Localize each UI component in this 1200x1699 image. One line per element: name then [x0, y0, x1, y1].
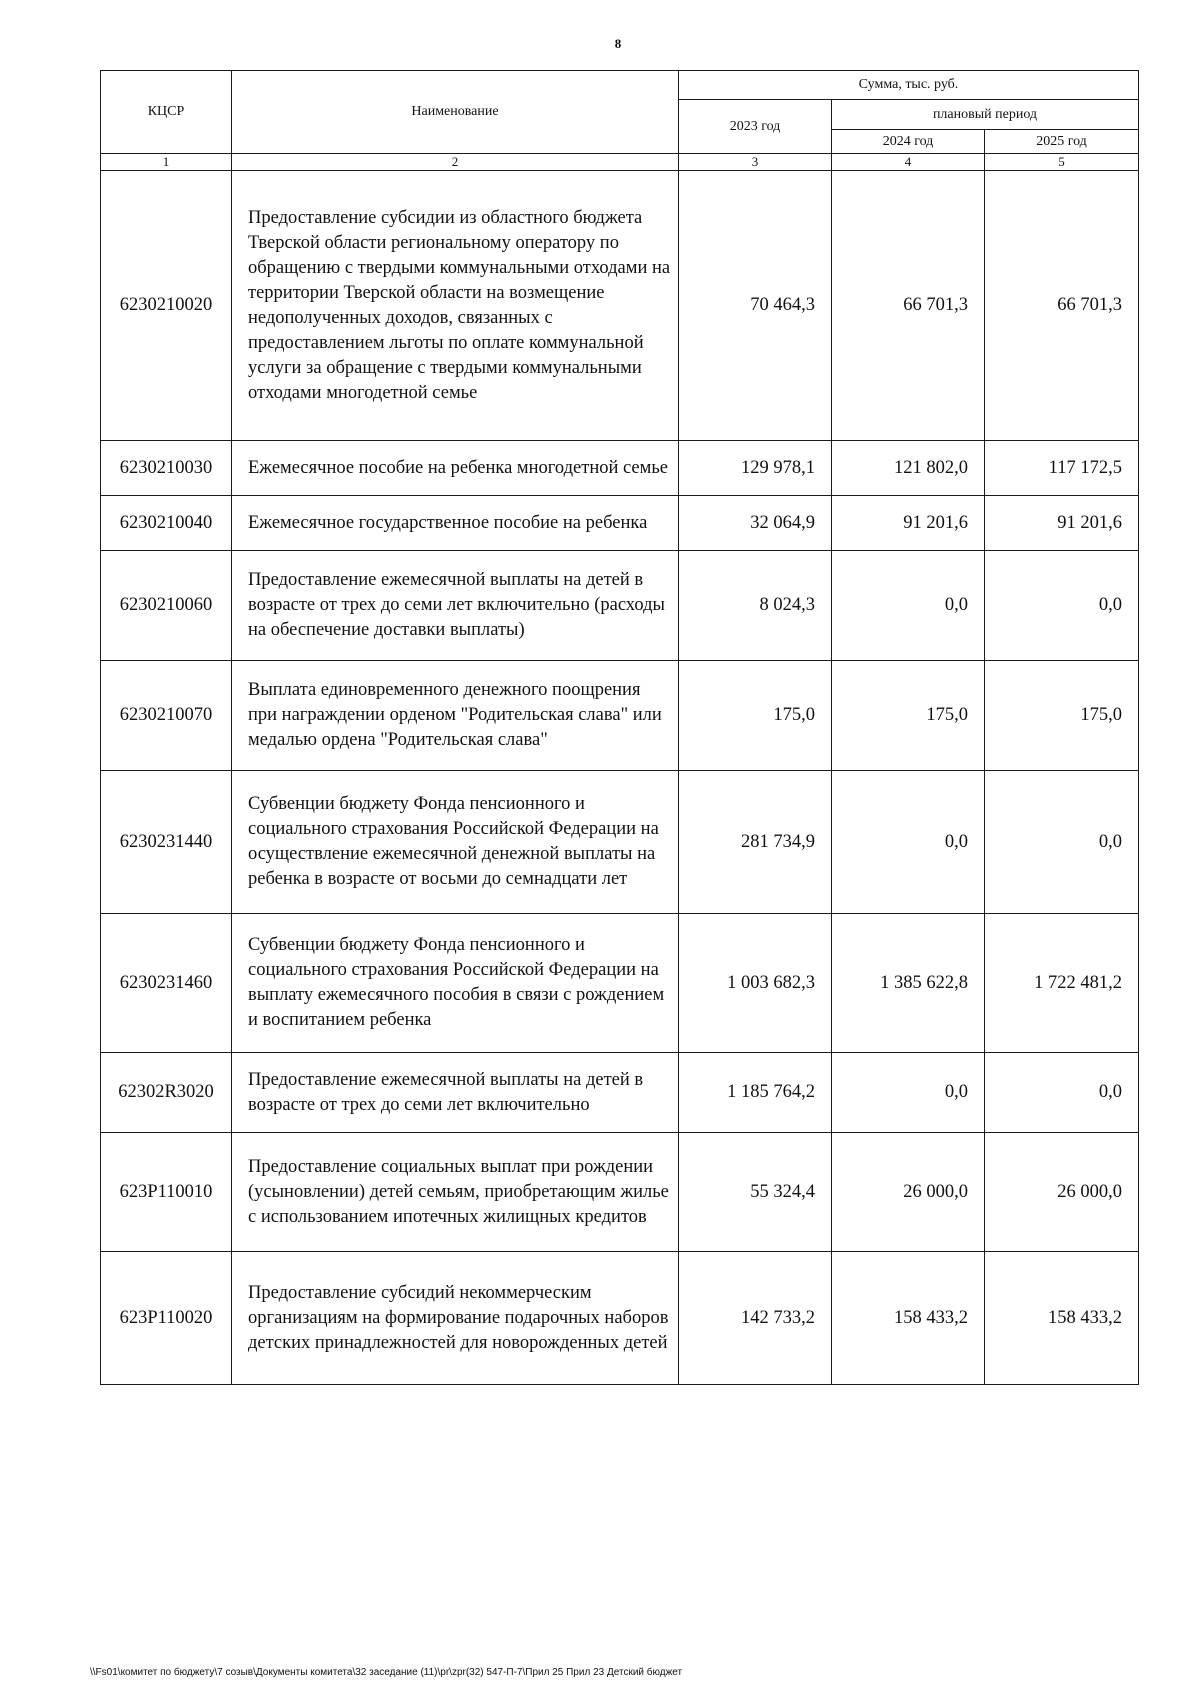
- row-amount-2023: 55 324,4: [679, 1133, 832, 1252]
- table-row: [101, 661, 1139, 771]
- row-amount-2024: 66 701,3: [832, 171, 985, 441]
- row-amount-2025: 175,0: [985, 661, 1139, 771]
- row-amount-2025: 117 172,5: [985, 441, 1139, 496]
- header-code: КЦСР: [101, 71, 232, 154]
- row-code: 6230231460: [101, 914, 232, 1053]
- row-name: Предоставление ежемесячной выплаты на детей в возрасте от трех до семи лет включительно: [232, 1053, 679, 1133]
- header-sum-group: Сумма, тыс. руб.: [679, 71, 1139, 100]
- row-amount-2023: 70 464,3: [679, 171, 832, 441]
- row-name: Субвенции бюджету Фонда пенсионного и социального страхования Российской Федерации на осуществление ежемесячной денежной выплаты на ребенка в возрасте от восьми до семнадцати лет: [232, 771, 679, 914]
- table-header: [101, 71, 1139, 171]
- header-name: Наименование: [232, 71, 679, 154]
- footer-file-path: \\Fs01\комитет по бюджету\7 созыв\Документы комитета\32 заседание (11)\pr\zpr(32) 547-П-7\Прил 25 Прил 23 Детский бюджет: [90, 1667, 683, 1678]
- row-amount-2024: 91 201,6: [832, 496, 985, 551]
- row-code: 6230210040: [101, 496, 232, 551]
- table-body: [101, 171, 1139, 1385]
- row-name: Выплата единовременного денежного поощрения при награждении орденом "Родительская слава" или медалью ордена "Родительская слава": [232, 661, 679, 771]
- table-row: [101, 914, 1139, 1053]
- column-number-5: 5: [985, 154, 1139, 171]
- row-name: Предоставление ежемесячной выплаты на детей в возрасте от трех до семи лет включительно (расходы на обеспечение доставки выплаты): [232, 551, 679, 661]
- row-name: Ежемесячное государственное пособие на ребенка: [232, 496, 679, 551]
- table-row: [101, 171, 1139, 441]
- row-amount-2025: 0,0: [985, 1053, 1139, 1133]
- table-row: [101, 1053, 1139, 1133]
- row-amount-2023: 32 064,9: [679, 496, 832, 551]
- row-amount-2025: 0,0: [985, 551, 1139, 661]
- row-code: 62302R3020: [101, 1053, 232, 1133]
- row-amount-2024: 1 385 622,8: [832, 914, 985, 1053]
- column-number-4: 4: [832, 154, 985, 171]
- row-code: 6230210070: [101, 661, 232, 771]
- column-number-2: 2: [232, 154, 679, 171]
- row-amount-2024: 175,0: [832, 661, 985, 771]
- row-amount-2024: 0,0: [832, 1053, 985, 1133]
- row-code: 6230210020: [101, 171, 232, 441]
- row-amount-2025: 1 722 481,2: [985, 914, 1139, 1053]
- page-number: 8: [614, 36, 622, 51]
- row-amount-2024: 121 802,0: [832, 441, 985, 496]
- row-amount-2025: 158 433,2: [985, 1252, 1139, 1385]
- row-name: Субвенции бюджету Фонда пенсионного и социального страхования Российской Федерации на выплату ежемесячного пособия в связи с рождением и воспитанием ребенка: [232, 914, 679, 1053]
- row-amount-2023: 8 024,3: [679, 551, 832, 661]
- header-year-2023: 2023 год: [679, 100, 832, 154]
- row-amount-2025: 0,0: [985, 771, 1139, 914]
- table-row: [101, 1252, 1139, 1385]
- row-name: Ежемесячное пособие на ребенка многодетной семье: [232, 441, 679, 496]
- row-amount-2024: 0,0: [832, 551, 985, 661]
- budget-table: [100, 70, 1139, 1385]
- table-row: [101, 771, 1139, 914]
- row-amount-2023: 1 003 682,3: [679, 914, 832, 1053]
- row-name: Предоставление субсидий некоммерческим организациям на формирование подарочных наборов детских принадлежностей для новорожденных детей: [232, 1252, 679, 1385]
- row-amount-2023: 129 978,1: [679, 441, 832, 496]
- table-row: [101, 551, 1139, 661]
- row-amount-2025: 66 701,3: [985, 171, 1139, 441]
- row-amount-2023: 281 734,9: [679, 771, 832, 914]
- table-row: [101, 441, 1139, 496]
- header-planned-period: плановый период: [832, 100, 1139, 130]
- column-number-3: 3: [679, 154, 832, 171]
- row-amount-2024: 0,0: [832, 771, 985, 914]
- row-amount-2023: 142 733,2: [679, 1252, 832, 1385]
- column-numbers-row: [101, 154, 1139, 171]
- row-amount-2024: 26 000,0: [832, 1133, 985, 1252]
- header-year-2025: 2025 год: [985, 130, 1139, 154]
- column-number-1: 1: [101, 154, 232, 171]
- row-amount-2024: 158 433,2: [832, 1252, 985, 1385]
- header-year-2024: 2024 год: [832, 130, 985, 154]
- row-amount-2023: 1 185 764,2: [679, 1053, 832, 1133]
- row-name: Предоставление субсидии из областного бюджета Тверской области региональному оператору по обращению с твердыми коммунальными отходами на территории Тверской области на возмещение недополученных доходов, связанных с предоставлением льготы по оплате коммунальной услуги за обращение с твердыми коммунальными отходами многодетной семье: [232, 171, 679, 441]
- row-amount-2023: 175,0: [679, 661, 832, 771]
- row-amount-2025: 91 201,6: [985, 496, 1139, 551]
- row-code: 6230231440: [101, 771, 232, 914]
- table-row: [101, 1133, 1139, 1252]
- row-code: 6230210030: [101, 441, 232, 496]
- row-amount-2025: 26 000,0: [985, 1133, 1139, 1252]
- row-code: 6230210060: [101, 551, 232, 661]
- row-name: Предоставление социальных выплат при рождении (усыновлении) детей семьям, приобретающим жилье с использованием ипотечных жилищных кредитов: [232, 1133, 679, 1252]
- row-code: 623P110010: [101, 1133, 232, 1252]
- row-code: 623P110020: [101, 1252, 232, 1385]
- table-row: [101, 496, 1139, 551]
